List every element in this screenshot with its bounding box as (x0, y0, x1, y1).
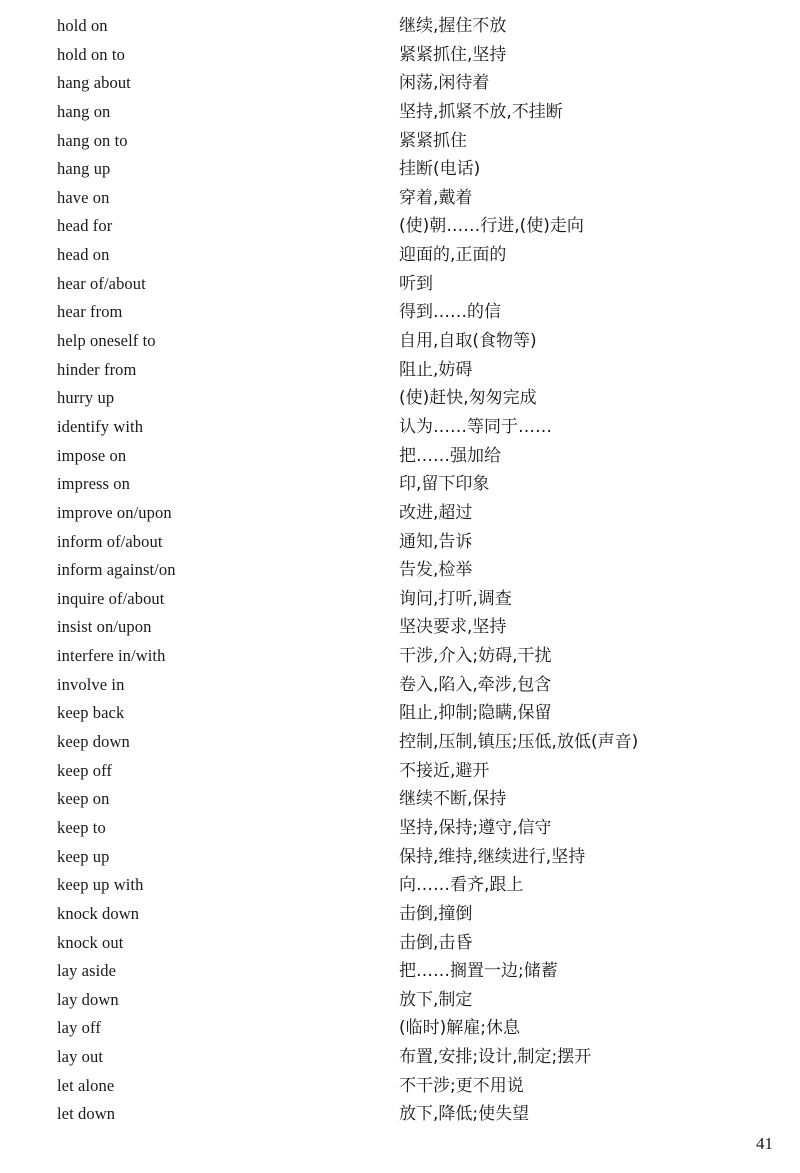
entry-term: let down (57, 1104, 116, 1124)
glossary-entry (0, 844, 800, 873)
glossary-entry (0, 443, 800, 472)
entry-term: hurry up (57, 388, 115, 408)
glossary-entry (0, 958, 800, 987)
glossary-entry (0, 156, 800, 185)
glossary-entry (0, 930, 800, 959)
entry-meaning: 挂断(电话) (399, 159, 481, 180)
glossary-entry (0, 815, 800, 844)
entry-meaning: 闲荡,闲待着 (399, 73, 490, 94)
entry-term: help oneself to (57, 331, 156, 351)
entry-term: inform of/about (57, 531, 163, 551)
page-number: 41 (756, 1134, 773, 1153)
entry-term: lay off (57, 1018, 101, 1038)
entry-term: involve in (57, 674, 125, 694)
glossary-entry (0, 758, 800, 787)
entry-term: lay out (57, 1047, 104, 1067)
phrase-glossary (0, 13, 800, 1130)
entry-term: hinder from (57, 359, 137, 379)
entry-term: knock out (57, 932, 124, 952)
entry-meaning: 继续,握住不放 (399, 16, 507, 36)
glossary-entry (0, 786, 800, 815)
glossary-entry (0, 1015, 800, 1044)
glossary-entry (0, 271, 800, 300)
glossary-entry (0, 328, 800, 357)
glossary-entry (0, 614, 800, 643)
entry-term: hang about (57, 73, 131, 93)
entry-term: lay aside (57, 961, 117, 981)
glossary-entry (0, 500, 800, 529)
entry-meaning: 改进,超过 (399, 502, 473, 523)
entry-meaning: 阻止,妨碍 (399, 359, 473, 380)
entry-meaning: 不接近,避开 (399, 760, 490, 781)
glossary-entry (0, 242, 800, 271)
glossary-entry (0, 872, 800, 901)
entry-meaning: 紧紧抓住,坚持 (399, 44, 507, 65)
entry-meaning: 控制,压制,镇压;压低,放低(声音) (399, 732, 639, 753)
entry-meaning: 放下,降低;使失望 (399, 1104, 530, 1125)
entry-meaning: 布置,安排;设计,制定;摆开 (399, 1047, 592, 1068)
entry-meaning: 得到……的信 (399, 302, 501, 323)
entry-meaning: (使)朝……行进,(使)走向 (399, 216, 584, 237)
glossary-entry (0, 128, 800, 157)
entry-meaning: 印,留下印象 (399, 474, 490, 495)
glossary-entry (0, 99, 800, 128)
entry-term: head on (57, 245, 110, 265)
glossary-entry (0, 901, 800, 930)
entry-term: keep back (57, 703, 125, 723)
glossary-entry (0, 213, 800, 242)
glossary-entry (0, 586, 800, 615)
glossary-entry (0, 1073, 800, 1102)
entry-term: keep to (57, 817, 106, 837)
entry-meaning: 把……强加给 (399, 445, 501, 466)
glossary-entry (0, 185, 800, 214)
entry-term: hang on to (57, 130, 128, 150)
entry-term: hang on (57, 101, 111, 121)
entry-meaning: 向……看齐,跟上 (399, 875, 524, 896)
glossary-entry (0, 70, 800, 99)
entry-term: hear of/about (57, 273, 146, 293)
glossary-entry (0, 13, 800, 42)
entry-meaning: 击倒,撞倒 (399, 903, 473, 924)
glossary-entry (0, 987, 800, 1016)
entry-meaning: 迎面的,正面的 (399, 245, 507, 266)
entry-meaning: 通知,告诉 (399, 531, 473, 552)
entry-term: knock down (57, 903, 140, 923)
entry-term: keep off (57, 760, 113, 780)
entry-meaning: 保持,维持,继续进行,坚持 (399, 846, 586, 867)
glossary-entry (0, 643, 800, 672)
entry-term: hold on (57, 16, 108, 35)
entry-term: have on (57, 187, 110, 207)
entry-meaning: 认为……等同于…… (399, 416, 552, 437)
entry-meaning: 阻止,抑制;隐瞒,保留 (399, 703, 552, 724)
entry-term: keep up (57, 846, 110, 866)
entry-meaning: 坚决要求,坚持 (399, 617, 507, 638)
entry-term: keep down (57, 732, 130, 752)
entry-term: inquire of/about (57, 588, 165, 608)
glossary-entry (0, 299, 800, 328)
glossary-entry (0, 1101, 800, 1130)
entry-term: lay down (57, 989, 119, 1009)
entry-term: impose on (57, 445, 127, 465)
entry-meaning: 穿着,戴着 (399, 187, 473, 208)
glossary-entry (0, 729, 800, 758)
entry-meaning: 坚持,抓紧不放,不挂断 (399, 101, 563, 122)
entry-term: let alone (57, 1075, 115, 1095)
entry-term: impress on (57, 474, 130, 494)
glossary-entry (0, 471, 800, 500)
entry-meaning: 放下,制定 (399, 989, 473, 1010)
entry-term: head for (57, 216, 113, 236)
entry-term: hold on to (57, 44, 125, 64)
glossary-entry (0, 414, 800, 443)
entry-meaning: (临时)解雇;休息 (399, 1018, 520, 1039)
entry-meaning: 干涉,介入;妨碍,干扰 (399, 646, 552, 667)
entry-term: inform against/on (57, 560, 176, 580)
glossary-entry (0, 557, 800, 586)
glossary-entry (0, 42, 800, 71)
glossary-entry (0, 1044, 800, 1073)
entry-term: interfere in/with (57, 646, 166, 666)
entry-meaning: 继续不断,保持 (399, 789, 507, 810)
entry-meaning: 不干涉;更不用说 (399, 1075, 524, 1096)
entry-meaning: 把……搁置一边;储蓄 (399, 961, 558, 982)
entry-term: identify with (57, 416, 144, 436)
glossary-entry (0, 357, 800, 386)
entry-meaning: 告发,检举 (399, 560, 473, 581)
glossary-entry (0, 672, 800, 701)
entry-meaning: 紧紧抓住 (399, 130, 467, 151)
entry-term: keep on (57, 789, 110, 809)
entry-term: hear from (57, 302, 123, 322)
glossary-entry (0, 700, 800, 729)
entry-meaning: 卷入,陷入,牵涉,包含 (399, 674, 552, 695)
glossary-entry (0, 529, 800, 558)
glossary-entry (0, 385, 800, 414)
entry-term: insist on/upon (57, 617, 152, 637)
entry-meaning: 询问,打听,调查 (399, 588, 512, 609)
entry-meaning: 坚持,保持;遵守,信守 (399, 817, 552, 838)
entry-meaning: 自用,自取(食物等) (399, 331, 537, 352)
entry-meaning: (使)赶快,匆匆完成 (399, 388, 537, 409)
entry-term: keep up with (57, 875, 144, 895)
entry-meaning: 击倒,击昏 (399, 932, 473, 953)
entry-term: hang up (57, 159, 111, 179)
entry-meaning: 听到 (399, 273, 433, 294)
entry-term: improve on/upon (57, 502, 172, 522)
